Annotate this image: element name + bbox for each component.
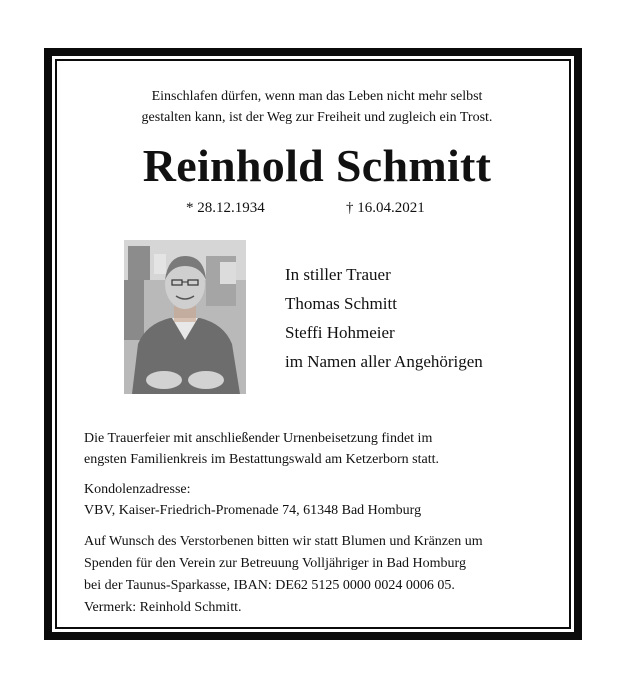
portrait-photo [124, 240, 246, 394]
mourners-closing: im Namen aller Angehörigen [285, 352, 483, 371]
text-line: Auf Wunsch des Verstorbenen bitten wir statt Blumen und Kränzen um [84, 534, 483, 549]
condolence-address [84, 479, 421, 521]
text-line: VBV, Kaiser-Friedrich-Promenade 74, 61348 Bad Homburg [84, 503, 422, 518]
text-line: bei der Taunus-Sparkasse, IBAN: DE62 5125 0000 0024 0006 05. [84, 578, 455, 593]
memorial-verse [0, 86, 634, 128]
text-line: engsten Familienkreis im Bestattungswald am Ketzerborn statt. [84, 452, 439, 467]
birth-date: * 28.12.1934 [186, 200, 265, 216]
donation-info [84, 531, 483, 619]
mourner-name: Thomas Schmitt [285, 294, 397, 313]
text-line: Vermerk: Reinhold Schmitt. [84, 600, 242, 615]
mourner-name: Steffi Hohmeier [285, 323, 395, 342]
deceased-name: Reinhold Schmitt [142, 140, 492, 191]
text-line: Spenden für den Verein zur Betreuung Volljähriger in Bad Homburg [84, 556, 466, 571]
funeral-info [84, 428, 439, 470]
portrait-illustration [124, 240, 246, 394]
verse-line: gestalten kann, ist der Weg zur Freiheit und zugleich ein Trost. [141, 110, 493, 125]
mourners-heading: In stiller Trauer [285, 265, 391, 284]
mourners-list [285, 260, 483, 376]
text-line: Kondolenzadresse: [84, 482, 191, 497]
verse-line: Einschlafen dürfen, wenn man das Leben nicht mehr selbst [151, 89, 483, 104]
text-line: Die Trauerfeier mit anschließender Urnenbeisetzung findet im [84, 431, 433, 446]
death-date: † 16.04.2021 [346, 200, 425, 216]
